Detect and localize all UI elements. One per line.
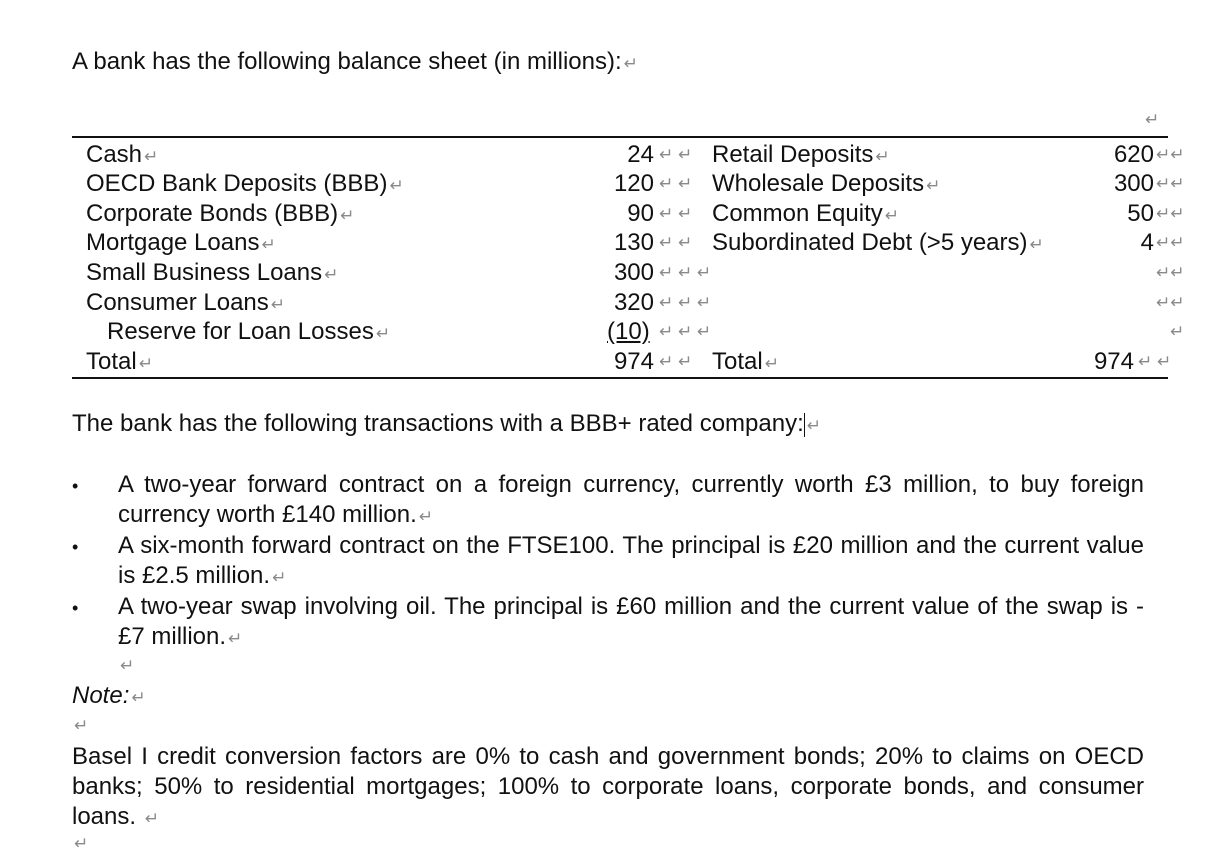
row-mark-icon: ↵↵ [1156,233,1185,252]
row-mark-icon: ↵↵ [1156,174,1185,193]
asset-label-mortgage-loans: Mortgage Loans ↵ [86,229,276,256]
asset-value-reserve-for-loan-losses: (10) [607,318,650,345]
asset-value-mortgage-loans: 130 [613,229,654,256]
transactions-intro-paragraph [72,410,821,438]
transactions-intro-text: The bank has the following transactions with a BBB+ rated company: [72,410,804,437]
row-mark-icon: ↵↵ [1156,293,1185,312]
asset-value-consumer-loans: 320 [613,289,654,316]
paragraph-mark-icon: ↵ [623,54,638,73]
text-cursor [804,413,805,437]
bullet-icon: • [72,537,79,557]
liability-label-common-equity: Common Equity ↵ [712,200,899,227]
note-label: Note: ↵ [72,682,146,709]
asset-label-cash: Cash ↵ [86,141,159,168]
liability-value-total: 974 [1093,348,1134,375]
liability-label-retail-deposits: Retail Deposits ↵ [712,141,890,168]
bullet-icon: • [72,598,79,618]
asset-label-total: Total ↵ [86,348,153,375]
row-mark-icon: ↵↵ [1156,145,1185,164]
liability-label-total: Total ↵ [712,348,779,375]
row-mark-icon: ↵ [1170,322,1185,341]
paragraph-mark-icon: ↵ [74,716,89,735]
table-bottom-rule [72,377,1168,379]
row-mark-icon: ↵ ↵ [1138,352,1172,371]
cell-mark-icon: ↵ ↵ [659,174,693,193]
asset-label-oecd-bank-deposits: OECD Bank Deposits (BBB) ↵ [86,170,404,197]
asset-value-small-business-loans: 300 [613,259,654,286]
liability-label-wholesale-deposits: Wholesale Deposits ↵ [712,170,941,197]
intro-paragraph [72,48,638,76]
liability-value-retail-deposits: 620 [1113,141,1154,168]
paragraph-mark-icon: ↵ [1145,110,1160,129]
cell-mark-icon: ↵ ↵ [659,352,693,371]
paragraph-mark-icon: ↵ [806,416,821,435]
note-paragraph: Basel I credit conversion factors are 0% to cash and government bonds; 20% to claims on OECD banks; 50% to residential mortgages; 100% to corporate loans, corporate bonds, and consumer loans. ↵ [72,743,1144,830]
bullet-item: A two-year swap involving oil. The principal is £60 million and the current value of the swap is -£7 million. ↵ [118,593,1144,650]
liability-value-subordinated-debt: 4 [1140,229,1154,256]
bullet-icon: • [72,476,79,496]
row-mark-icon: ↵↵ [1156,263,1185,282]
intro-text: A bank has the following balance sheet (in millions): [72,48,622,75]
asset-label-small-business-loans: Small Business Loans ↵ [86,259,339,286]
asset-value-cash: 24 [627,141,654,168]
asset-label-reserve-for-loan-losses: Reserve for Loan Losses ↵ [107,318,391,345]
asset-value-corporate-bonds: 90 [627,200,654,227]
bullet-item: A six-month forward contract on the FTSE100. The principal is £20 million and the current value is £2.5 million. ↵ [118,532,1144,589]
asset-label-corporate-bonds: Corporate Bonds (BBB) ↵ [86,200,355,227]
row-mark-icon: ↵↵ [1156,204,1185,223]
asset-label-consumer-loans: Consumer Loans ↵ [86,289,286,316]
asset-value-oecd-bank-deposits: 120 [613,170,654,197]
cell-mark-icon: ↵ ↵ [659,145,693,164]
paragraph-mark-icon: ↵ [74,834,89,853]
table-top-rule [72,136,1168,138]
liability-value-common-equity: 50 [1127,200,1154,227]
bullet-item: A two-year forward contract on a foreign currency, currently worth £3 million, to buy foreign currency worth £140 million. ↵ [118,471,1144,528]
cell-mark-icon: ↵ ↵ ↵ [659,293,712,312]
liability-value-wholesale-deposits: 300 [1113,170,1154,197]
liability-label-subordinated-debt: Subordinated Debt (>5 years) ↵ [712,229,1044,256]
cell-mark-icon: ↵ ↵ ↵ [659,263,712,282]
cell-mark-icon: ↵ ↵ ↵ [659,322,712,341]
cell-mark-icon: ↵ ↵ [659,233,693,252]
paragraph-mark-icon: ↵ [120,656,135,675]
asset-value-total: 974 [613,348,654,375]
cell-mark-icon: ↵ ↵ [659,204,693,223]
